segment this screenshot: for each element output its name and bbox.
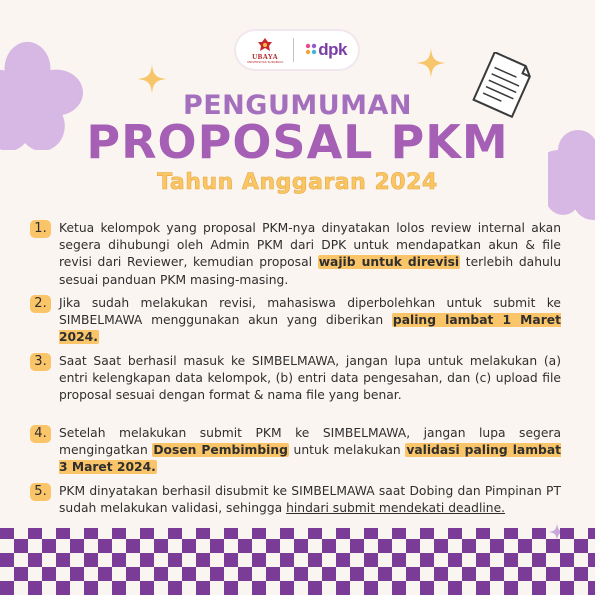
item-text: Ketua kelompok yang proposal PKM-nya dinyatakan lolos review internal akan segera dihubungi oleh Admin PKM dari DPK untuk mendapatkan akun & file revisi dari Reviewer, kemudian proposal wajib untuk direvisi terlebih dahulu sesuai panduan PKM masing-masing.	[59, 221, 561, 287]
checker-square	[280, 528, 294, 539]
checker-square	[392, 528, 406, 539]
item-number: 3.	[30, 353, 51, 371]
checker-square	[252, 528, 266, 539]
checker-square	[112, 553, 126, 567]
checker-square	[28, 581, 42, 595]
checker-square	[378, 539, 392, 553]
checker-square	[0, 581, 14, 595]
checker-square	[364, 581, 378, 595]
checker-square	[14, 567, 28, 581]
checker-square	[84, 528, 98, 539]
checker-square	[70, 539, 84, 553]
checker-square	[56, 581, 70, 595]
checker-square	[140, 581, 154, 595]
checker-square	[112, 528, 126, 539]
sparkle-icon	[416, 48, 446, 78]
checker-square	[280, 553, 294, 567]
item-number: 5.	[30, 483, 51, 501]
checker-border	[0, 528, 595, 595]
checker-square	[476, 553, 490, 567]
checker-square	[182, 539, 196, 553]
checker-square	[532, 581, 546, 595]
checker-square	[364, 553, 378, 567]
checker-square	[98, 539, 112, 553]
checker-square	[504, 553, 518, 567]
checker-square	[28, 528, 42, 539]
item-number: 4.	[30, 425, 51, 443]
checker-square	[462, 539, 476, 553]
checker-square	[56, 553, 70, 567]
checker-square	[518, 567, 532, 581]
page-title: PROPOSAL PKM	[86, 115, 509, 169]
checker-square	[350, 567, 364, 581]
checker-square	[490, 567, 504, 581]
checker-square	[532, 528, 546, 539]
checker-square	[462, 567, 476, 581]
ubaya-name: UBAYA	[252, 52, 279, 61]
checker-square	[0, 553, 14, 567]
kicker-heading: PENGUMUMAN	[182, 90, 413, 121]
checker-square	[392, 553, 406, 567]
list-item	[30, 353, 565, 423]
checker-square	[140, 553, 154, 567]
checker-square	[182, 567, 196, 581]
checker-square	[168, 528, 182, 539]
checker-square	[364, 528, 378, 539]
checker-square	[126, 567, 140, 581]
checker-square	[420, 528, 434, 539]
list-item	[30, 425, 565, 477]
checker-square	[224, 553, 238, 567]
logo-bar	[236, 31, 358, 69]
item-text: Saat Saat berhasil masuk ke SIMBELMAWA, jangan lupa untuk melakukan (a) entri kelengkapan data kelompok, (b) entri data pengesahan, dan (c) upload file proposal sesuai dengan format & nama file yang benar.	[59, 354, 561, 403]
highlight: paling lambat 1 Maret 2024.	[59, 313, 561, 345]
checker-square	[560, 553, 574, 567]
checker-square	[392, 581, 406, 595]
ubaya-emblem-icon	[257, 37, 273, 53]
checker-square	[168, 581, 182, 595]
checker-square	[350, 539, 364, 553]
item-number: 2.	[30, 295, 51, 313]
checker-square	[28, 553, 42, 567]
checker-square	[434, 539, 448, 553]
checker-square	[588, 553, 595, 567]
ubaya-logo	[247, 37, 283, 64]
dpk-logo	[304, 40, 347, 60]
checker-square	[294, 539, 308, 553]
checker-square	[574, 539, 588, 553]
checker-square	[322, 539, 336, 553]
checker-square	[224, 581, 238, 595]
checker-square	[434, 567, 448, 581]
checker-square	[504, 528, 518, 539]
checker-square	[0, 528, 14, 539]
checker-square	[322, 567, 336, 581]
checker-square	[490, 539, 504, 553]
checker-square	[420, 553, 434, 567]
checker-square	[140, 528, 154, 539]
checker-square	[476, 528, 490, 539]
checker-square	[308, 553, 322, 567]
checker-square	[280, 581, 294, 595]
checker-square	[504, 581, 518, 595]
checker-square	[14, 539, 28, 553]
checker-square	[420, 581, 434, 595]
checker-square	[560, 581, 574, 595]
list-item	[30, 295, 565, 347]
checker-square	[224, 528, 238, 539]
checker-square	[70, 567, 84, 581]
checker-square	[98, 567, 112, 581]
checker-square	[448, 553, 462, 567]
checker-square	[336, 528, 350, 539]
checker-square	[168, 553, 182, 567]
checker-square	[308, 581, 322, 595]
checker-square	[532, 553, 546, 567]
checker-square	[154, 539, 168, 553]
checker-square	[266, 539, 280, 553]
checker-square	[518, 539, 532, 553]
item-text: Setelah melakukan submit PKM ke SIMBELMAWA, jangan lupa segera mengingatkan Dosen Pembimbing untuk melakukan validasi paling lambat 3 Maret 2024.	[59, 426, 561, 475]
checker-square	[378, 567, 392, 581]
checker-square	[294, 567, 308, 581]
item-number: 1.	[30, 220, 51, 238]
checker-square	[154, 567, 168, 581]
checker-square	[252, 581, 266, 595]
checker-square	[112, 581, 126, 595]
checker-square	[588, 528, 595, 539]
subtitle-year: Tahun Anggaran 2024	[157, 170, 438, 195]
checker-square	[126, 539, 140, 553]
dpk-text: dpk	[318, 40, 348, 59]
checker-square	[84, 581, 98, 595]
checker-square	[210, 567, 224, 581]
checker-square	[210, 539, 224, 553]
checker-square	[84, 553, 98, 567]
checker-square	[546, 567, 560, 581]
checker-square	[448, 581, 462, 595]
checker-square	[546, 539, 560, 553]
checker-square	[196, 581, 210, 595]
checker-square	[336, 581, 350, 595]
checker-square	[56, 528, 70, 539]
checker-square	[588, 581, 595, 595]
checker-square	[406, 567, 420, 581]
checker-square	[196, 553, 210, 567]
checker-square	[308, 528, 322, 539]
item-text: Jika sudah melakukan revisi, mahasiswa diperbolehkan untuk submit ke SIMBELMAWA menggunakan akun yang diberikan paling lambat 1 Maret 2024.	[59, 296, 561, 345]
checker-square	[560, 528, 574, 539]
highlight: validasi paling lambat 3 Maret 2024.	[59, 443, 561, 475]
checker-square	[574, 567, 588, 581]
list-item	[30, 220, 565, 290]
checker-square	[406, 539, 420, 553]
checker-square	[238, 539, 252, 553]
highlight: wajib untuk direvisi	[318, 255, 460, 270]
dpk-mark-icon	[304, 42, 318, 58]
ubaya-tagline: UNIVERSITAS SURABAYA	[246, 59, 284, 64]
checker-square	[42, 539, 56, 553]
checker-square	[336, 553, 350, 567]
logo-divider	[293, 38, 294, 62]
highlight: Dosen Pembimbing	[153, 443, 288, 458]
checker-square	[238, 567, 252, 581]
checker-square	[448, 528, 462, 539]
checker-square	[252, 553, 266, 567]
checker-square	[42, 567, 56, 581]
checker-square	[266, 567, 280, 581]
checker-square	[196, 528, 210, 539]
underlined-text: hindari submit mendekati deadline.	[286, 501, 506, 516]
item-text: PKM dinyatakan berhasil disubmit ke SIMBELMAWA saat Dobing dan Pimpinan PT sudah melakukan validasi, sehingga hindari submit mendekati deadline.	[59, 484, 561, 516]
checker-square	[476, 581, 490, 595]
